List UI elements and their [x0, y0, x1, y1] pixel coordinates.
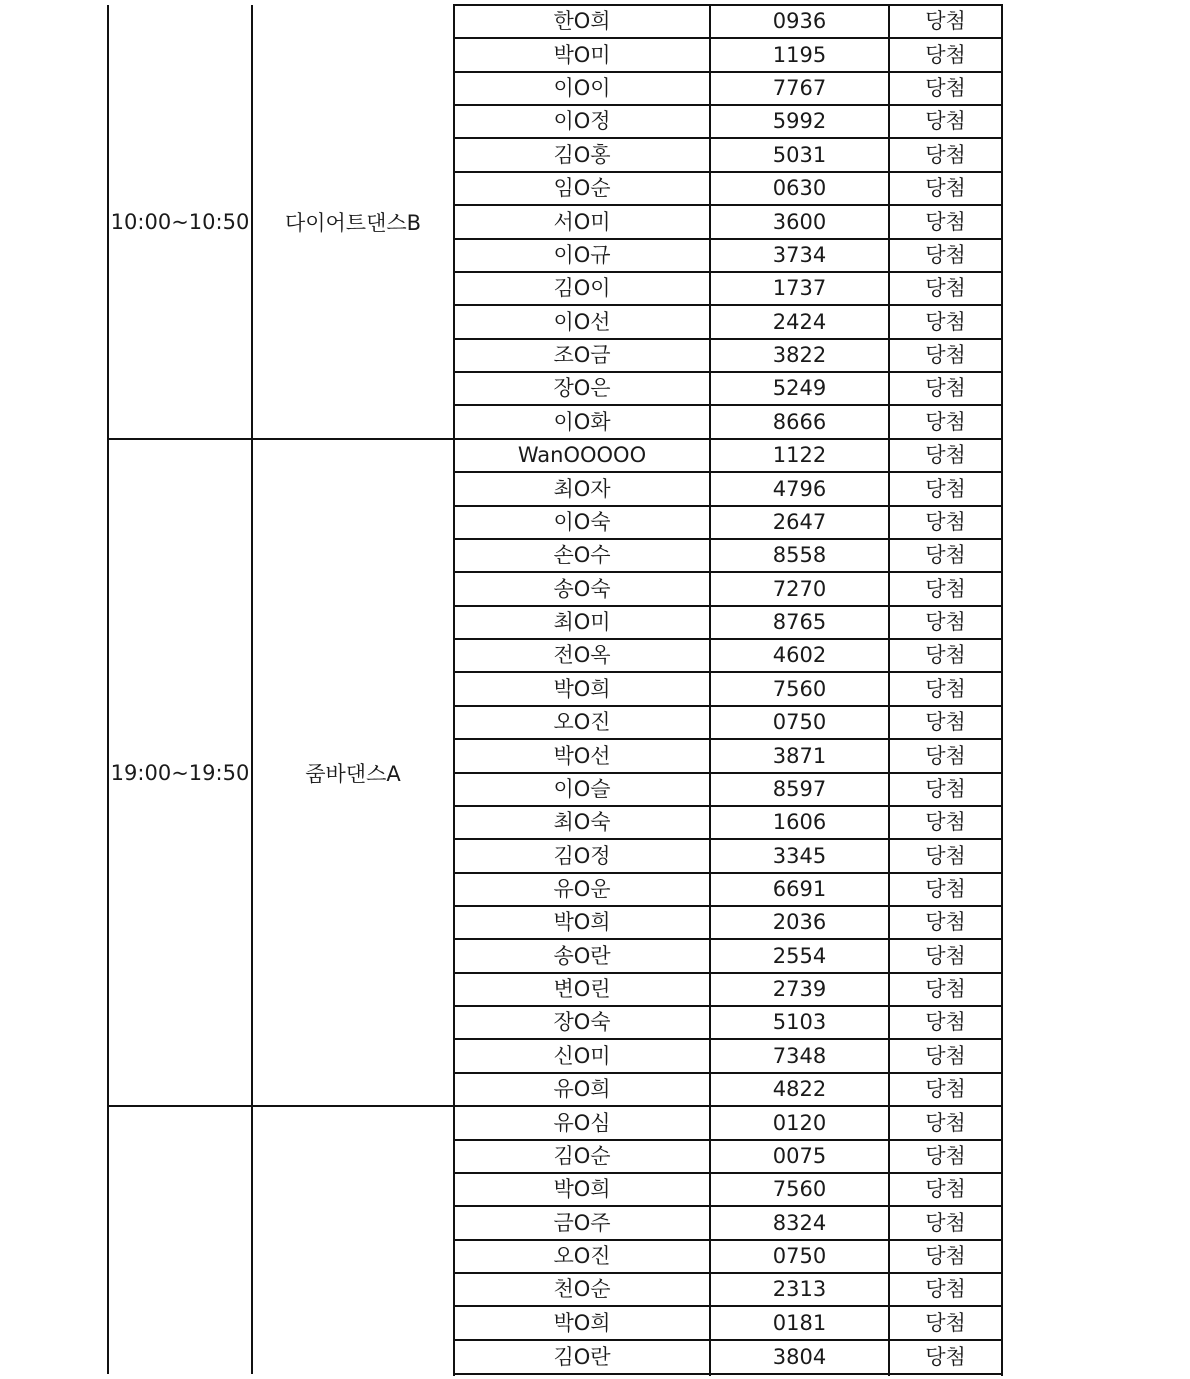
participant-code: 8666 [772, 409, 827, 434]
participant-name: 이O정 [553, 109, 611, 133]
participant-code: 7767 [772, 76, 827, 100]
participant-code: 7348 [772, 1043, 827, 1068]
program-name [253, 1106, 453, 1374]
participant-code: 4822 [772, 1077, 827, 1101]
participant-name: 천O순 [553, 1277, 611, 1301]
participant-code: 1737 [772, 276, 827, 300]
participant-code: 0750 [772, 1244, 827, 1268]
participant-code: 2647 [772, 510, 827, 534]
draw-result: 당첨 [925, 710, 966, 734]
class-time [109, 1106, 251, 1374]
participant-code: 4602 [772, 643, 827, 667]
draw-result: 당첨 [925, 777, 966, 801]
participant-name: 한O희 [553, 9, 611, 33]
draw-result: 당첨 [925, 1210, 966, 1235]
participant-name: 전O옥 [553, 643, 611, 667]
draw-result: 당첨 [925, 76, 966, 100]
draw-result: 당첨 [925, 676, 966, 701]
participant-name: 장O숙 [553, 1010, 611, 1034]
participant-code: 3804 [772, 1344, 827, 1369]
participant-code: 0750 [772, 710, 827, 734]
participant-code: 1606 [772, 810, 827, 834]
participant-name: 김O이 [553, 276, 611, 300]
draw-result: 당첨 [925, 1077, 966, 1101]
draw-result: 당첨 [925, 510, 966, 534]
draw-result: 당첨 [925, 1110, 966, 1135]
participant-name: 박O희 [553, 676, 611, 701]
participant-code: 7560 [772, 676, 827, 701]
draw-result: 당첨 [925, 1043, 966, 1068]
draw-result: 당첨 [925, 42, 966, 67]
participant-name: 박O희 [553, 1310, 611, 1335]
participant-code: 0120 [772, 1110, 827, 1135]
draw-result: 당첨 [925, 109, 966, 133]
participant-code: 1122 [772, 443, 827, 467]
participant-name: 이O슬 [553, 777, 611, 801]
draw-result: 당첨 [925, 243, 966, 267]
draw-result: 당첨 [925, 843, 966, 868]
participant-name: 손O수 [553, 543, 611, 567]
draw-result: 당첨 [925, 176, 966, 200]
draw-result: 당첨 [925, 142, 966, 167]
draw-result: 당첨 [925, 743, 966, 768]
participant-name: 박O희 [553, 910, 611, 934]
participant-code: 7270 [772, 576, 827, 601]
table-bottom-border [453, 1373, 1003, 1375]
draw-result: 당첨 [925, 610, 966, 634]
draw-result: 당첨 [925, 1144, 966, 1168]
draw-result: 당첨 [925, 343, 966, 367]
participant-name: 오O진 [553, 710, 611, 734]
participant-name: 조O금 [553, 343, 611, 367]
participant-code: 3822 [772, 343, 827, 367]
draw-result: 당첨 [925, 643, 966, 667]
participant-code: 0181 [772, 1310, 827, 1335]
participant-name: 장O은 [553, 376, 611, 400]
participant-code: 3871 [772, 743, 827, 768]
draw-result: 당첨 [925, 1010, 966, 1034]
participant-code: 2313 [772, 1277, 827, 1301]
participant-name: 김O란 [553, 1344, 611, 1369]
participant-name: 임O순 [553, 176, 611, 200]
table-right-border [1001, 5, 1003, 1376]
participant-name: 이O숙 [553, 510, 611, 534]
participant-code: 2424 [772, 309, 827, 334]
draw-result: 당첨 [925, 543, 966, 567]
participant-name: 유O심 [553, 1110, 611, 1135]
participant-name: 박O미 [553, 42, 611, 67]
draw-result: 당첨 [925, 9, 966, 33]
draw-result: 당첨 [925, 1244, 966, 1268]
participant-name: 이O선 [553, 309, 611, 334]
draw-result: 당첨 [925, 209, 966, 234]
participant-code: 8558 [772, 543, 827, 567]
participant-name: 박O희 [553, 1177, 611, 1201]
participant-name: 신O미 [553, 1043, 611, 1068]
draw-result: 당첨 [925, 810, 966, 834]
draw-result: 당첨 [925, 910, 966, 934]
draw-result: 당첨 [925, 1310, 966, 1335]
draw-result: 당첨 [925, 443, 966, 467]
participant-code: 0630 [772, 176, 827, 200]
draw-result: 당첨 [925, 276, 966, 300]
participant-code: 8597 [772, 777, 827, 801]
participant-name: 김O정 [553, 843, 611, 868]
participant-name: 송O숙 [553, 576, 611, 601]
participant-code: 5031 [772, 142, 827, 167]
participant-name: 금O주 [553, 1210, 611, 1235]
participant-name: WanOOOOO [517, 443, 647, 467]
participant-name: 변O린 [553, 977, 611, 1001]
participant-name: 최O숙 [553, 810, 611, 834]
participant-name: 서O미 [553, 209, 611, 234]
class-time: 10:00~10:50 [110, 210, 250, 234]
participant-code: 5103 [772, 1010, 827, 1034]
participant-name: 유O운 [553, 877, 611, 901]
draw-result: 당첨 [925, 977, 966, 1001]
participant-code: 4796 [772, 476, 827, 501]
participant-code: 3345 [772, 843, 827, 868]
participant-name: 최O자 [553, 476, 611, 501]
participant-code: 2554 [772, 943, 827, 968]
participant-name: 오O진 [553, 1244, 611, 1268]
draw-result: 당첨 [925, 877, 966, 901]
participant-code: 7560 [772, 1177, 827, 1201]
participant-code: 0075 [772, 1144, 827, 1168]
participant-code: 0936 [772, 9, 827, 33]
participant-code: 5992 [772, 109, 827, 133]
participant-code: 8324 [772, 1210, 827, 1235]
participant-name: 유O희 [553, 1077, 611, 1101]
draw-result: 당첨 [925, 1344, 966, 1369]
participant-name: 이O이 [553, 76, 611, 100]
program-name: 줌바댄스A [305, 761, 401, 786]
draw-result: 당첨 [925, 1177, 966, 1201]
participant-name: 송O란 [553, 943, 611, 968]
participant-code: 8765 [772, 610, 827, 634]
participant-code: 3600 [772, 209, 827, 234]
draw-result: 당첨 [925, 476, 966, 501]
program-name: 다이어트댄스B [284, 211, 422, 235]
participant-code: 2739 [772, 977, 827, 1001]
draw-result: 당첨 [925, 309, 966, 334]
draw-result: 당첨 [925, 943, 966, 968]
participant-name: 이O규 [553, 243, 611, 267]
participant-name: 김O순 [553, 1144, 611, 1168]
draw-result: 당첨 [925, 1277, 966, 1301]
participant-code: 6691 [772, 877, 827, 901]
participant-name: 최O미 [553, 610, 611, 634]
participant-code: 3734 [772, 243, 827, 267]
participant-name: 박O선 [553, 743, 611, 768]
participant-code: 5249 [772, 376, 827, 400]
participant-name: 김O홍 [553, 142, 611, 167]
participant-name: 이O화 [553, 409, 611, 434]
participant-code: 1195 [772, 42, 827, 67]
draw-result: 당첨 [925, 376, 966, 400]
participant-code: 2036 [772, 910, 827, 934]
class-time: 19:00~19:50 [110, 760, 250, 785]
draw-result: 당첨 [925, 576, 966, 601]
draw-result: 당첨 [925, 409, 966, 434]
